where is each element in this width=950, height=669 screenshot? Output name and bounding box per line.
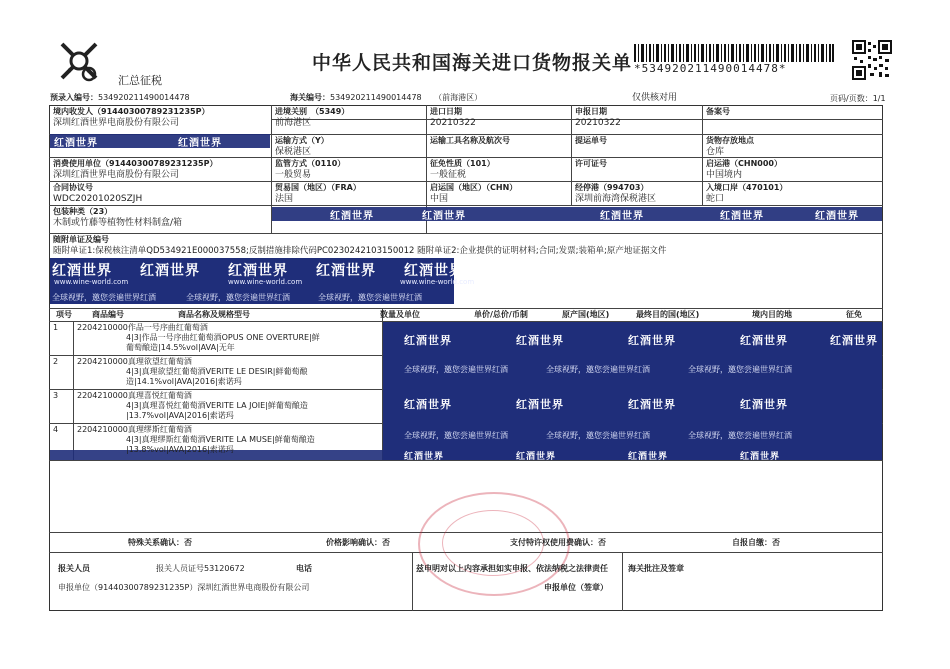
watermark-slogan: 全球视野，邀您尝遍世界红酒 [404,431,508,440]
special-relation-confirm: 特殊关系确认：否 [128,538,192,547]
import-date-value: 20210322 [430,118,476,128]
levy-value: 一般征税 [430,170,467,180]
levy-label: 征免性质（101） [430,159,495,168]
watermark-slogan: 全球视野，邀您尝遍世界红酒 [546,431,650,440]
self-report-confirm: 自报自缴：否 [732,538,780,547]
watermark-slogan: 全球视野，邀您尝遍世界红酒 [546,365,650,374]
pre-entry-no: 534920211490014478 [98,93,190,102]
watermark-brand: 红酒世界 [830,334,878,347]
watermark-url: www.wine-world.com [400,278,475,286]
watermark-brand: 红酒世界 [54,138,98,149]
barcode [634,44,834,62]
pack-value: 木制或竹藤等植物性材料制盒/箱 [53,218,183,228]
row-spec: 4|3|真理欲望红葡萄酒VERITE LE DESIR|鲜葡萄酿 [126,367,308,376]
verify-note: 仅供核对用 [632,93,678,103]
watermark-brand: 红酒世界 [404,334,452,347]
col-final-dest: 最终目的国(地区) [636,310,700,319]
col-levy: 征免 [846,310,862,319]
docs-label: 随附单证及编号 [53,235,109,244]
entry-port-label: 进境关别 （5349） [275,107,350,116]
watermark-slogan: 全球视野，邀您尝遍世界红酒 [688,431,792,440]
row-code: 2204210000 [77,391,128,400]
origin-port-value: 中国境内 [706,170,743,180]
row-spec: 葡萄酿造|14.5%vol|AVA|无年 [126,343,235,352]
transit-port-label: 经停港（994703） [575,183,649,192]
row-code: 2204210000 [77,323,128,332]
row-spec: 造|14.1%vol|AVA|2016|索诺玛 [126,377,242,386]
license-label: 许可证号 [575,159,607,168]
bill-label: 提运单号 [575,136,607,145]
watermark-slogan: 全球视野，邀您尝遍世界红酒 [688,365,792,374]
declarant-label: 报关人员 [58,564,90,573]
consumer-value: 深圳红酒世界电商股份有限公司 [53,170,180,180]
customs-no-label: 海关编号： [290,93,330,102]
import-date-label: 进口日期 [430,107,462,116]
watermark-slogan: 全球视野，邀您尝遍世界红酒 [52,293,156,302]
watermark-brand: 红酒世界 [516,452,557,462]
watermark-brand: 红酒世界 [740,334,788,347]
declare-date-label: 申报日期 [575,107,607,116]
watermark-brand: 红酒世界 [740,452,781,462]
watermark-url: www.wine-world.com [228,278,303,286]
row-title: 真理喜悦红葡萄酒 [127,391,192,400]
watermark-brand: 红酒世界 [404,452,445,462]
pre-entry-label: 预录入编号： [50,93,98,102]
col-code: 商品编号 [92,310,124,319]
pack-label: 包装种类（23） [53,207,113,216]
watermark-brand: 红酒世界 [815,211,859,222]
declaring-unit: 申报单位（91440300789231235P）深圳红酒世界电商股份有限公司 [58,583,310,592]
col-price: 单价/总价/币制 [474,310,528,319]
watermark-brand: 红酒世界 [628,398,676,411]
watermark-brand: 红酒世界 [628,452,669,462]
transport-label: 运输方式（Y） [275,136,329,145]
consignee-value: 深圳红酒世界电商股份有限公司 [53,118,180,128]
watermark-brand: 红酒世界 [422,211,466,222]
depart-country-label: 启运国（地区）（CHN） [430,183,518,192]
entry-border-label: 入境口岸（470101） [706,183,788,192]
row-title: 真理欲望红葡萄酒 [127,357,192,366]
watermark-brand: 红酒世界 [628,334,676,347]
contract-value: WDC20201020SZJH [53,194,143,204]
row-spec: |13.8%vol|AVA|2016|索诺玛 [126,445,234,454]
consignee-label: 境内收发人（91440300789231235P） [53,107,210,116]
watermark-brand: 红酒世界 [740,398,788,411]
watermark-brand: 红酒世界 [720,211,764,222]
royalty-confirm: 支付特许权使用费确认：否 [510,538,606,547]
watermark-slogan: 全球视野，邀您尝遍世界红酒 [318,293,422,302]
col-no: 项号 [56,310,72,319]
record-no-label: 备案号 [706,107,730,116]
phone-label: 电话 [296,564,312,573]
origin-port-label: 启运港（CHN000） [706,159,782,168]
customs-no: 534920211490014478 [330,93,422,102]
depart-country-value: 中国 [430,194,449,204]
storage-value: 仓库 [706,147,725,157]
watermark-brand: 红酒世界 [52,263,112,279]
row-spec: 4|3|作品一号序曲红葡萄酒OPUS ONE OVERTURE|鲜 [126,333,320,342]
row-no: 2 [53,357,59,366]
watermark-slogan: 全球视野，邀您尝遍世界红酒 [186,293,290,302]
col-origin: 原产国(地区) [562,310,610,319]
qr-code-icon [852,40,892,80]
docs-text: 随附单证1:保税核注清单QD534921E000037558;反制措施排除代码PC0230242103150012 随附单证2:企业提供的证明材料;合同;发票;装箱单;原产地证据文件 [53,246,667,256]
supervision-value: 一般贸易 [275,170,312,180]
transit-port-value: 深圳前海湾保税港区 [575,194,657,204]
barcode-text: *534920211490014478* [634,62,787,75]
row-spec: 4|3|真理缪斯红葡萄酒VERITE LA MUSE|鲜葡萄酿造 [126,435,315,444]
table-row [50,322,382,355]
col-domestic-dest: 境内目的地 [752,310,792,319]
row-spec: 4|3|真理喜悦红葡萄酒VERITE LA JOIE|鲜葡萄酿造 [126,401,308,410]
watermark-brand: 红酒世界 [330,211,374,222]
trade-country-label: 贸易国（地区）（FRA） [275,183,361,192]
watermark-brand: 红酒世界 [228,263,288,279]
row-code: 2204210000 [77,425,128,434]
watermark-brand: 红酒世界 [404,263,464,279]
customs-emblem-icon [56,38,102,84]
transport-value: 保税港区 [275,147,312,157]
row-title: 真理缪斯红葡萄酒 [127,425,192,434]
customs-note-label: 海关批注及签章 [628,564,684,573]
watermark-brand: 红酒世界 [516,334,564,347]
watermark-brand: 红酒世界 [600,211,644,222]
col-name: 商品名称及规格型号 [178,310,250,319]
watermark-url: www.wine-world.com [54,278,129,286]
unit-seal-label: 申报单位（签章） [544,583,608,592]
port-note: （前海港区） [434,93,483,102]
storage-label: 货物存放地点 [706,136,754,145]
watermark-slogan: 全球视野，邀您尝遍世界红酒 [404,365,508,374]
summary-tax-label: 汇总征税 [118,74,162,87]
declare-date-value: 20210322 [575,118,621,128]
col-qty: 数量及单位 [380,310,420,319]
page-count: 页码/页数：1/1 [830,94,886,103]
watermark-brand: 红酒世界 [178,138,222,149]
entry-border-value: 蛇口 [706,194,725,204]
table-row [50,390,382,423]
contract-label: 合同协议号 [53,183,93,192]
row-spec: |13.7%vol|AVA|2016|索诺玛 [126,411,234,420]
entry-port-value: 前海港区 [275,118,312,128]
row-no: 1 [53,323,59,332]
table-row [50,424,382,460]
watermark-brand: 红酒世界 [140,263,200,279]
legal-statement: 兹申明对以上内容承担如实申报、依法纳税之法律责任 [416,564,608,573]
row-title: 作品一号序曲红葡萄酒 [127,323,208,332]
row-no: 4 [53,425,59,434]
watermark-brand: 红酒世界 [516,398,564,411]
supervision-label: 监管方式（0110） [275,159,346,168]
vehicle-label: 运输工具名称及航次号 [430,136,510,145]
watermark-brand: 红酒世界 [316,263,376,279]
row-code: 2204210000 [77,357,128,366]
trade-country-value: 法国 [275,194,294,204]
watermark-brand: 红酒世界 [404,398,452,411]
table-row [50,356,382,389]
row-no: 3 [53,391,59,400]
page-title: 中华人民共和国海关进口货物报关单 [312,52,633,74]
consumer-label: 消费使用单位（91440300789231235P） [53,159,218,168]
declarant-cert: 报关人员证号53120672 [156,564,245,573]
price-impact-confirm: 价格影响确认：否 [326,538,390,547]
